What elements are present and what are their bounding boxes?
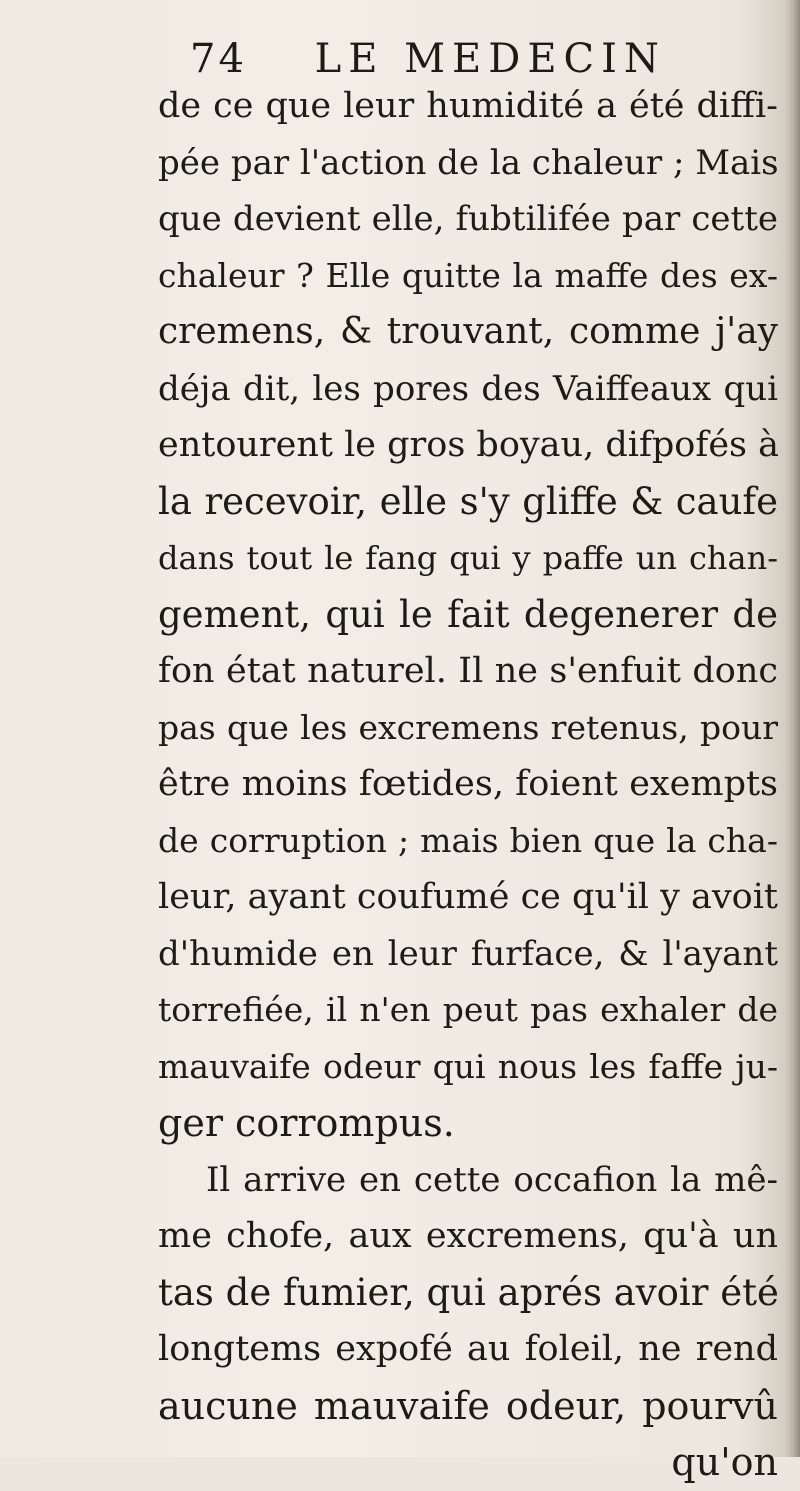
text-line: dans tout le fang qui y paffe un chan- [158,539,778,577]
text-line: leur, ayant coufumé ce qu'il y avoit [158,877,778,917]
text-line: pée par l'action de la chaleur ; Mais [158,142,779,183]
text-line: tas de fumier, qui aprés avoir été [158,1270,779,1314]
text-line: chaleur ? Elle quitte la maffe des ex- [158,255,778,295]
body-text [158,78,778,1491]
text-line: fon état naturel. Il ne s'enfuit donc [158,651,778,691]
text-line: ger corrompus. [158,1101,455,1145]
text-line: qu'on [671,1440,778,1484]
running-title: LE MEDECIN [314,36,666,82]
text-line: aucune mauvaife odeur, pourvû [158,1383,778,1428]
text-line: être moins fœtides, foient exempts [158,764,778,804]
text-line: la recevoir, elle s'y gliffe & caufe [158,479,778,523]
running-header [190,36,666,82]
text-line: cremens, & trouvant, comme j'ay [158,311,778,352]
text-line: déja dit, les pores des Vaiffeaux qui [158,368,778,409]
text-line: mauvaife odeur qui nous les faffe ju- [158,1046,778,1086]
text-line: de corruption ; mais bien que la cha- [158,820,778,860]
page-number: 74 [190,36,247,82]
text-line: d'humide en leur furface, & l'ayant [158,933,778,974]
page-edge-shadow [786,0,800,1457]
text-line: longtems expofé au foleil, ne rend [158,1329,778,1369]
text-line: me chofe, aux excremens, qu'à un [158,1216,778,1256]
text-line: de ce que leur humidité a été diffi- [158,86,778,126]
text-line: entourent le gros boyau, difpofés à [158,425,779,465]
text-line: Il arrive en cette occafion la mê- [206,1159,778,1200]
text-line: torrefiée, il n'en peut pas exhaler de [158,990,778,1029]
text-line: pas que les excremens retenus, pour [158,707,778,747]
text-line: gement, qui le fait degenerer de [158,592,778,636]
text-line: que devient elle, fubtilifée par cette [158,199,778,239]
